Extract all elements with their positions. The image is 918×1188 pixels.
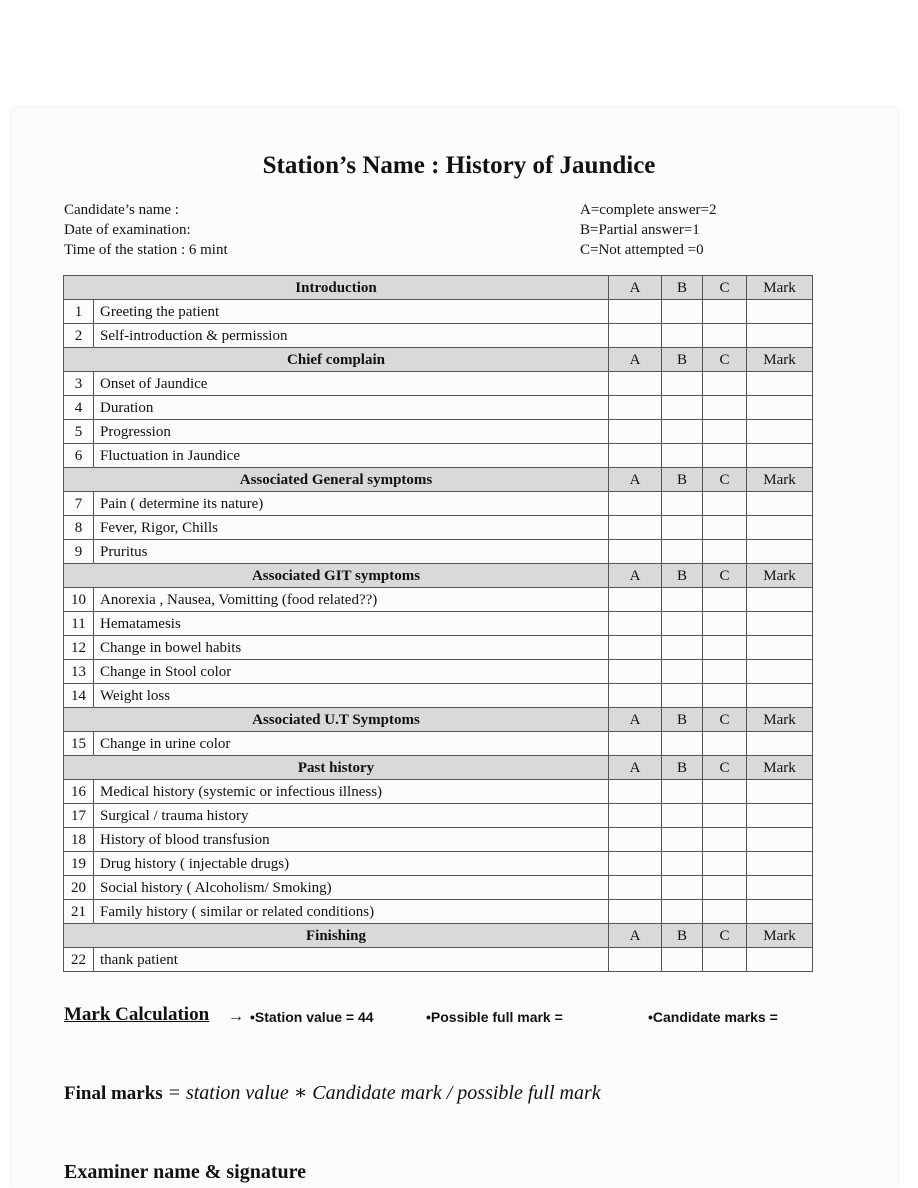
checklist-row [64,660,813,684]
grading-key-c: C=Not attempted =0 [580,242,704,258]
column-header-mark: Mark [747,708,813,732]
item-text: Pruritus [94,540,609,564]
score-cell-a [609,900,662,924]
item-number: 1 [64,300,94,324]
mark-cell [747,612,813,636]
checklist-row [64,396,813,420]
mark-cell [747,852,813,876]
score-cell-c [703,684,747,708]
score-cell-a [609,444,662,468]
item-number: 11 [64,612,94,636]
score-cell-b [662,804,703,828]
score-cell-a [609,636,662,660]
score-cell-a [609,876,662,900]
score-cell-c [703,780,747,804]
score-cell-b [662,636,703,660]
item-text: Hematamesis [94,612,609,636]
score-cell-b [662,492,703,516]
grading-key [580,200,716,260]
score-cell-c [703,444,747,468]
mark-cell [747,660,813,684]
section-title: Associated U.T Symptoms [64,708,609,732]
column-header-a: A [609,276,662,300]
checklist-row [64,444,813,468]
score-cell-a [609,300,662,324]
column-header-b: B [662,756,703,780]
mark-cell [747,324,813,348]
item-number: 7 [64,492,94,516]
section-title: Finishing [64,924,609,948]
score-cell-c [703,804,747,828]
section-header-row [64,564,813,588]
candidate-info [64,200,228,260]
score-cell-c [703,660,747,684]
mark-cell [747,516,813,540]
column-header-c: C [703,756,747,780]
item-number: 9 [64,540,94,564]
checklist-body [64,276,813,972]
item-text: Pain ( determine its nature) [94,492,609,516]
column-header-mark: Mark [747,924,813,948]
mark-cell [747,732,813,756]
checklist-table [63,275,813,972]
item-text: Change in Stool color [94,660,609,684]
score-cell-b [662,516,703,540]
column-header-a: A [609,348,662,372]
mark-cell [747,420,813,444]
score-cell-c [703,876,747,900]
score-cell-a [609,828,662,852]
score-cell-a [609,540,662,564]
checklist-row [64,324,813,348]
item-text: Family history ( similar or related conditions) [94,900,609,924]
score-cell-a [609,324,662,348]
score-cell-b [662,732,703,756]
column-header-a: A [609,564,662,588]
item-text: History of blood transfusion [94,828,609,852]
grading-key-a: A=complete answer=2 [580,202,717,218]
column-header-c: C [703,564,747,588]
score-cell-c [703,948,747,972]
item-number: 8 [64,516,94,540]
item-text: Change in urine color [94,732,609,756]
mark-calculation [64,1004,824,1034]
checklist-row [64,300,813,324]
score-cell-b [662,948,703,972]
mark-cell [747,300,813,324]
score-cell-b [662,588,703,612]
mark-cell [747,684,813,708]
final-marks-formula: = station value ∗ Candidate mark / possible full mark [167,1082,601,1104]
section-header-row [64,708,813,732]
checklist-row [64,372,813,396]
item-text: Change in bowel habits [94,636,609,660]
item-text: Social history ( Alcoholism/ Smoking) [94,876,609,900]
item-text: Onset of Jaundice [94,372,609,396]
score-cell-b [662,780,703,804]
score-cell-b [662,660,703,684]
checklist-row [64,516,813,540]
mark-cell [747,636,813,660]
section-title: Chief complain [64,348,609,372]
score-cell-b [662,876,703,900]
score-cell-a [609,852,662,876]
page-title: Station’s Name : History of Jaundice [262,152,656,179]
item-number: 10 [64,588,94,612]
score-cell-b [662,396,703,420]
section-title: Associated GIT symptoms [64,564,609,588]
score-cell-c [703,732,747,756]
score-cell-a [609,684,662,708]
score-cell-b [662,852,703,876]
score-cell-b [662,324,703,348]
checklist-row [64,804,813,828]
mark-cell [747,444,813,468]
score-cell-a [609,516,662,540]
score-cell-c [703,636,747,660]
checklist-row [64,588,813,612]
score-cell-b [662,420,703,444]
score-cell-a [609,612,662,636]
column-header-b: B [662,564,703,588]
item-text: Fluctuation in Jaundice [94,444,609,468]
checklist-row [64,732,813,756]
score-cell-a [609,396,662,420]
item-number: 22 [64,948,94,972]
item-text: thank patient [94,948,609,972]
candidate-name-line: Candidate’s name : [64,202,179,218]
item-number: 6 [64,444,94,468]
score-cell-a [609,948,662,972]
checklist-row [64,780,813,804]
section-title: Associated General symptoms [64,468,609,492]
final-marks [64,1080,601,1105]
score-cell-b [662,612,703,636]
grading-key-b: B=Partial answer=1 [580,222,700,238]
item-text: Weight loss [94,684,609,708]
column-header-c: C [703,708,747,732]
section-header-row [64,756,813,780]
mark-cell [747,876,813,900]
checklist-row [64,612,813,636]
mark-cell [747,828,813,852]
score-cell-b [662,828,703,852]
mark-cell [747,588,813,612]
score-cell-c [703,372,747,396]
score-cell-c [703,492,747,516]
item-number: 5 [64,420,94,444]
column-header-b: B [662,924,703,948]
column-header-a: A [609,708,662,732]
score-cell-c [703,612,747,636]
section-title: Introduction [64,276,609,300]
checklist-row [64,876,813,900]
mark-cell [747,948,813,972]
examiner-signature: Examiner name & signature [64,1161,307,1183]
column-header-a: A [609,924,662,948]
checklist-row [64,852,813,876]
column-header-b: B [662,276,703,300]
section-header-row [64,468,813,492]
item-text: Fever, Rigor, Chills [94,516,609,540]
score-cell-c [703,852,747,876]
item-text: Medical history (systemic or infectious illness) [94,780,609,804]
column-header-a: A [609,756,662,780]
mark-cell [747,780,813,804]
item-number: 13 [64,660,94,684]
item-number: 20 [64,876,94,900]
score-cell-a [609,780,662,804]
score-cell-a [609,492,662,516]
item-number: 14 [64,684,94,708]
item-text: Duration [94,396,609,420]
score-cell-b [662,444,703,468]
score-cell-c [703,900,747,924]
mark-cell [747,492,813,516]
possible-full-mark: •Possible full mark = [426,1009,563,1025]
item-text: Progression [94,420,609,444]
score-cell-c [703,396,747,420]
checklist-row [64,684,813,708]
mark-cell [747,540,813,564]
section-title: Past history [64,756,609,780]
score-cell-a [609,372,662,396]
score-cell-b [662,372,703,396]
item-text: Anorexia , Nausea, Vomitting (food related??) [94,588,609,612]
column-header-b: B [662,468,703,492]
item-number: 4 [64,396,94,420]
column-header-b: B [662,708,703,732]
checklist-row [64,636,813,660]
item-text: Drug history ( injectable drugs) [94,852,609,876]
exam-date-line: Date of examination: [64,222,191,238]
score-cell-a [609,588,662,612]
column-header-c: C [703,348,747,372]
arrow-icon: → [228,1008,244,1025]
column-header-mark: Mark [747,276,813,300]
item-number: 21 [64,900,94,924]
column-header-mark: Mark [747,468,813,492]
mark-cell [747,372,813,396]
score-cell-a [609,660,662,684]
mark-cell [747,396,813,420]
checklist-row [64,948,813,972]
item-text: Self-introduction & permission [94,324,609,348]
checklist-row [64,540,813,564]
mark-cell [747,900,813,924]
score-cell-c [703,540,747,564]
score-cell-b [662,900,703,924]
station-time-line: Time of the station : 6 mint [64,242,228,258]
item-number: 19 [64,852,94,876]
score-cell-b [662,300,703,324]
station-value: •Station value = 44 [250,1009,374,1025]
column-header-c: C [703,468,747,492]
score-cell-c [703,588,747,612]
item-text: Greeting the patient [94,300,609,324]
score-cell-b [662,540,703,564]
checklist-row [64,492,813,516]
section-header-row [64,924,813,948]
item-number: 2 [64,324,94,348]
column-header-b: B [662,348,703,372]
mark-cell [747,804,813,828]
checklist-row [64,420,813,444]
score-cell-c [703,420,747,444]
column-header-a: A [609,468,662,492]
candidate-marks: •Candidate marks = [648,1009,778,1025]
column-header-mark: Mark [747,564,813,588]
item-number: 12 [64,636,94,660]
item-number: 16 [64,780,94,804]
score-cell-b [662,684,703,708]
section-header-row [64,348,813,372]
score-cell-a [609,804,662,828]
score-cell-a [609,732,662,756]
score-cell-a [609,420,662,444]
column-header-c: C [703,276,747,300]
final-marks-label: Final marks [64,1083,163,1104]
score-cell-c [703,516,747,540]
item-number: 15 [64,732,94,756]
checklist-row [64,900,813,924]
column-header-mark: Mark [747,348,813,372]
item-number: 17 [64,804,94,828]
checklist-row [64,828,813,852]
item-number: 3 [64,372,94,396]
section-header-row [64,276,813,300]
score-cell-c [703,324,747,348]
mark-calculation-label: Mark Calculation [64,1004,210,1025]
score-cell-c [703,300,747,324]
column-header-mark: Mark [747,756,813,780]
column-header-c: C [703,924,747,948]
item-text: Surgical / trauma history [94,804,609,828]
score-cell-c [703,828,747,852]
item-number: 18 [64,828,94,852]
